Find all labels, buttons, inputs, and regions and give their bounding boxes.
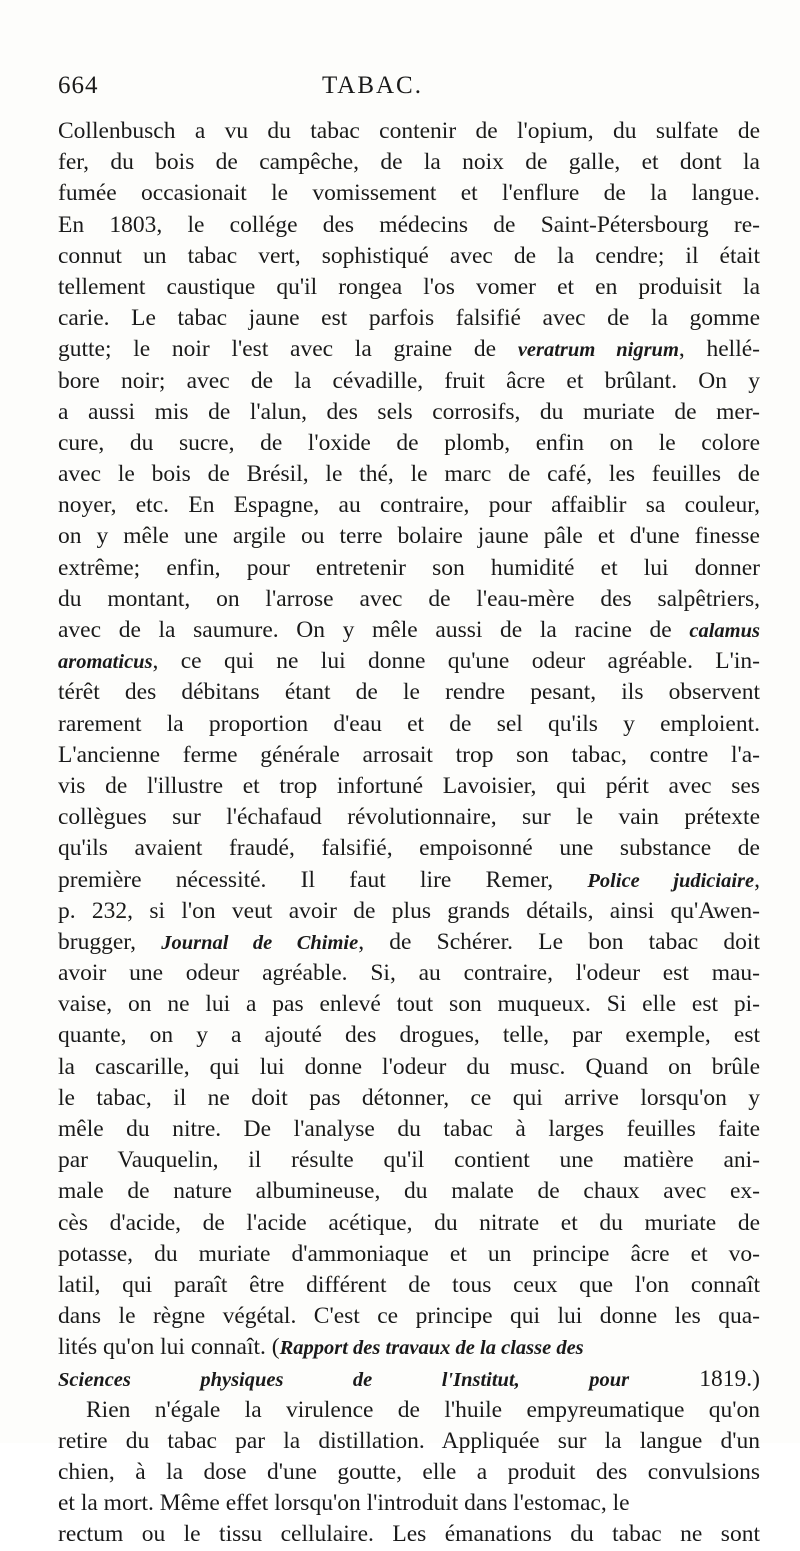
text-line — [58, 1457, 760, 1488]
text-segment: rectum ou le tissu cellulaire. Les émanations du tabac ne sont — [58, 1521, 760, 1548]
text-line — [58, 1301, 760, 1332]
text-segment: avec de la saumure. On y mêle aussi de la racine de — [58, 617, 690, 643]
text-segment: L'ancienne ferme générale arrosait trop son tabac, contre l'a- — [58, 741, 760, 768]
text-segment: Rien n'égale la virulence de l'huile empyreumatique qu'on — [86, 1396, 760, 1423]
body-text — [58, 116, 760, 1551]
italic-text: Rapport des travaux de la classe des — [279, 1337, 584, 1360]
italic-text: aromaticus — [58, 651, 153, 674]
text-segment: connut un tabac vert, sophistiqué avec de la cendre; il était — [58, 242, 760, 269]
text-line — [58, 584, 760, 615]
text-segment: avec le bois de Brésil, le thé, le marc de café, les feuilles de — [58, 461, 760, 488]
running-title: TABAC. — [322, 72, 423, 99]
text-segment: latil, qui paraît être différent de tous ceux que l'on connaît — [58, 1271, 760, 1298]
text-segment: première nécessité. Il faut lire Remer, — [58, 866, 588, 893]
text-line — [58, 553, 760, 584]
text-line — [58, 1083, 760, 1114]
text-segment: potasse, du muriate d'ammoniaque et un principe âcre et vo- — [58, 1240, 760, 1267]
text-line — [58, 272, 760, 303]
text-segment: tellement caustique qu'il rongea l'os vomer et en produisit la — [58, 273, 760, 300]
text-line — [58, 1239, 760, 1270]
text-line — [58, 334, 760, 365]
text-segment: carie. Le tabac jaune est parfois falsifié avec de la gomme — [58, 305, 760, 332]
text-segment: bore noir; avec de la cévadille, fruit âcre et brûlant. On y — [58, 367, 760, 394]
text-line — [58, 927, 760, 958]
text-segment: male de nature albumineuse, du malate de chaux avec ex- — [58, 1178, 760, 1205]
text-segment: térêt des débitans étant de le rendre pesant, ils observent — [58, 679, 760, 706]
text-segment: qu'ils avaient fraudé, falsifié, empoisonné une substance de — [58, 835, 760, 862]
italic-text: veratrum nigrum — [517, 339, 679, 362]
text-line — [58, 677, 760, 708]
text-line — [58, 210, 760, 241]
text-line — [58, 896, 760, 927]
text-line — [58, 709, 760, 740]
text-segment: vis de l'illustre et trop infortuné Lavoisier, qui périt avec ses — [58, 772, 760, 799]
text-segment: En 1803, le collége des médecins de Saint-Pétersbourg re- — [58, 211, 760, 238]
text-line — [58, 802, 760, 833]
text-line — [58, 459, 760, 490]
text-segment: collègues sur l'échafaud révolutionnaire, sur le vain prétexte — [58, 804, 760, 831]
text-segment: , de Schérer. Le bon tabac doit — [358, 928, 760, 955]
text-segment: la cascarille, qui lui donne l'odeur du musc. Quand on brûle — [58, 1053, 760, 1080]
text-segment: cès d'acide, de l'acide acétique, du nitrate et du muriate de — [58, 1209, 760, 1236]
text-segment: extrême; enfin, pour entretenir son humidité et lui donner — [58, 554, 760, 581]
italic-text: Journal de Chimie — [161, 931, 359, 954]
text-line — [58, 865, 760, 896]
text-segment: dans le règne végétal. C'est ce principe qui lui donne les qua- — [58, 1303, 760, 1330]
text-line — [58, 1332, 760, 1363]
text-line — [58, 397, 760, 428]
text-line — [58, 178, 760, 209]
text-line — [58, 1426, 760, 1457]
text-segment: fumée occasionait le vomissement et l'enflure de la langue. — [58, 180, 760, 207]
text-line — [58, 1488, 760, 1519]
text-line — [58, 771, 760, 802]
page-number: 664 — [58, 72, 99, 99]
text-segment: avoir une odeur agréable. Si, au contraire, l'odeur est mau- — [58, 960, 760, 987]
text-segment: rarement la proportion d'eau et de sel qu'ils y emploient. — [58, 710, 760, 737]
text-line — [58, 1145, 760, 1176]
text-segment: p. 232, si l'on veut avoir de plus grands détails, ainsi qu'Awen- — [58, 897, 760, 924]
text-segment: , — [754, 866, 760, 893]
text-line — [58, 1270, 760, 1301]
text-segment: , ce qui ne lui donne qu'une odeur agréable. L'in- — [152, 648, 760, 675]
text-line — [58, 615, 760, 646]
text-segment: vaise, on ne lui a pas enlevé tout son muqueux. Si elle est pi- — [58, 991, 760, 1018]
text-line — [58, 1364, 760, 1395]
text-segment: par Vauquelin, il résulte qu'il contient une matière ani- — [58, 1147, 760, 1174]
text-line — [58, 366, 760, 397]
text-segment: fer, du bois de campêche, de la noix de galle, et dont la — [58, 149, 760, 176]
text-line — [58, 958, 760, 989]
text-line — [58, 1052, 760, 1083]
text-line — [58, 1114, 760, 1145]
italic-text: calamus — [689, 620, 760, 642]
text-line — [58, 428, 760, 459]
text-line — [58, 241, 760, 272]
text-segment: le tabac, il ne doit pas détonner, ce qui arrive lorsqu'on y — [58, 1084, 760, 1111]
text-segment: 1819.) — [629, 1365, 760, 1392]
text-segment: brugger, — [58, 928, 162, 955]
text-line — [58, 833, 760, 864]
text-segment: gutte; le noir l'est avec la graine de — [58, 336, 518, 363]
text-segment: a aussi mis de l'alun, des sels corrosifs, du muriate de mer- — [58, 398, 760, 425]
text-segment: lités qu'on lui connaît. ( — [58, 1334, 280, 1361]
text-line — [58, 116, 760, 147]
text-segment: cure, du sucre, de l'oxide de plomb, enfin on le colore — [58, 429, 760, 456]
text-line — [58, 1519, 760, 1550]
page-header — [58, 72, 758, 106]
text-segment: , hellé- — [678, 336, 760, 363]
text-line — [58, 646, 760, 677]
text-line — [58, 740, 760, 771]
text-segment: chien, à la dose d'une goutte, elle a produit des convulsions — [58, 1459, 760, 1486]
text-line — [58, 521, 760, 552]
text-segment: du montant, on l'arrose avec de l'eau-mère des salpêtriers, — [58, 585, 760, 612]
text-line — [58, 1208, 760, 1239]
text-segment: mêle du nitre. De l'analyse du tabac à larges feuilles faite — [58, 1116, 760, 1142]
text-segment: et la mort. Même effet lorsqu'on l'introduit dans l'estomac, le — [58, 1490, 630, 1517]
text-line — [58, 303, 760, 334]
text-segment: Collenbusch a vu du tabac contenir de l'opium, du sulfate de — [58, 118, 760, 144]
text-segment: retire du tabac par la distillation. Appliquée sur la langue d'un — [58, 1427, 760, 1454]
text-line — [58, 1176, 760, 1207]
text-segment: quante, on y a ajouté des drogues, telle, par exemple, est — [58, 1022, 760, 1049]
text-segment: on y mêle une argile ou terre bolaire jaune pâle et d'une finesse — [58, 523, 760, 550]
text-line — [58, 490, 760, 521]
text-line — [58, 1020, 760, 1051]
text-line — [58, 989, 760, 1020]
italic-text: Police judiciaire — [587, 869, 755, 892]
text-line — [58, 1395, 760, 1426]
text-segment: noyer, etc. En Espagne, au contraire, pour affaiblir sa couleur, — [58, 492, 760, 519]
text-line — [58, 147, 760, 178]
italic-text: Sciences physiques de l'Institut, pour — [58, 1368, 630, 1391]
